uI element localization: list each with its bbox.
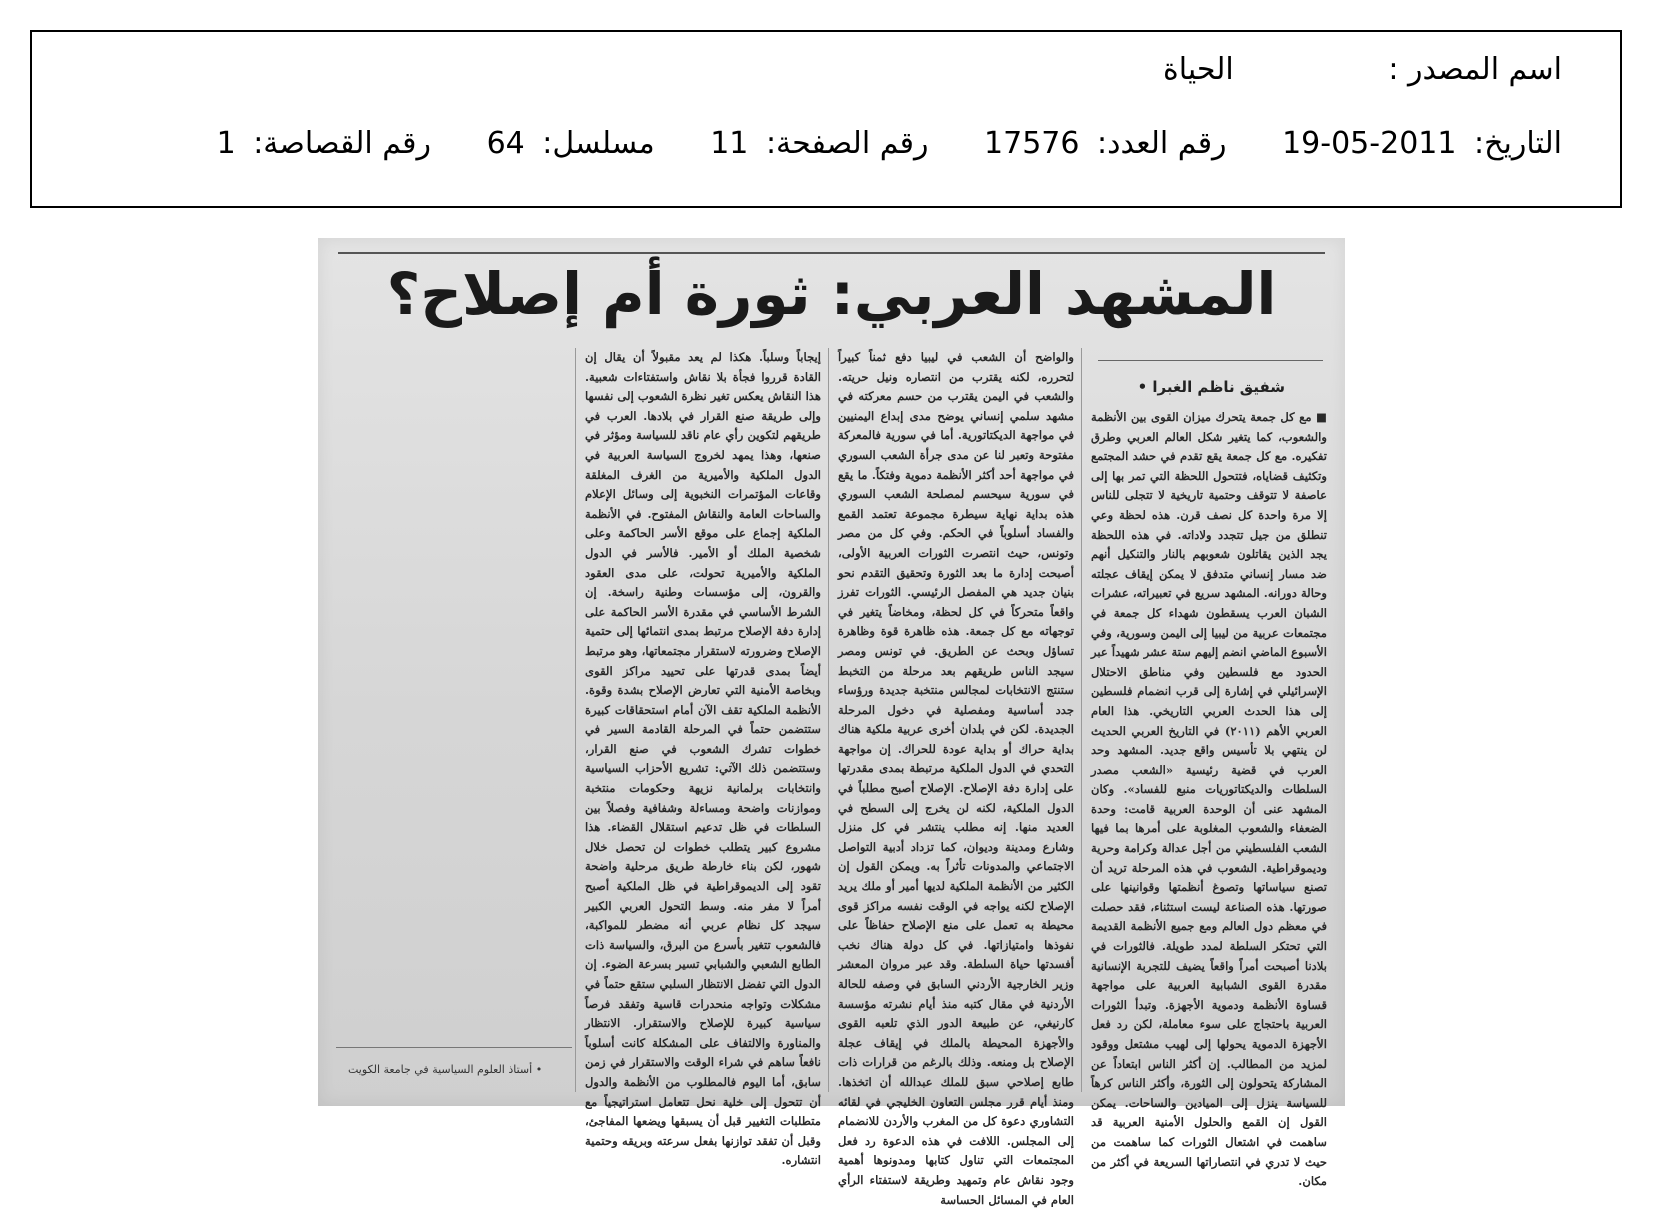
column-divider	[1081, 348, 1082, 1092]
article-column-3	[585, 348, 821, 1168]
author-footnote: • أستاذ العلوم السياسية في جامعة الكويت	[348, 1063, 543, 1076]
date-field	[1282, 126, 1562, 161]
article-column-1	[1091, 408, 1327, 1189]
serial-label: مسلسل:	[542, 126, 655, 161]
serial-field	[487, 126, 655, 161]
page-label: رقم الصفحة:	[765, 126, 929, 161]
clipping-number-value: 1	[216, 126, 236, 161]
source-label: اسم المصدر :	[1388, 52, 1562, 87]
article-byline: شفيق ناظم الغبرا •	[1137, 378, 1285, 396]
column-divider	[828, 348, 829, 1092]
top-rule	[338, 252, 1325, 254]
article-headline: المشهد العربي: ثورة أم إصلاح؟	[386, 260, 1277, 328]
details-row	[217, 126, 1562, 161]
source-value: الحياة	[1163, 52, 1234, 87]
column-text: إيجاباً وسلباً. هكذا لم يعد مقبولاً أن يقال إن القادة قرروا فجأة بلا نقاش واستفتاءات شعبية. هذا النقاش يعكس تغير نظرة الشعوب إلى نفسها وإلى طريقة صنع القرار في بلادها. العرب في طريقهم لتكوين رأي عام ناقد للسياسة ومؤثر في صنعها، وهذا يمهد لخروج السياسة العربية في الدول الملكية والأميرية من الغرف المغلقة وقاعات المؤتمرات النخبوية إلى وسائل الإعلام والساحات العامة والنقاش المفتوح. في الأنظمة الملكية إجماع على موقع الأسر الحاكمة وعلى شخصية الملك أو الأمير. فالأسر في الدول الملكية والأميرية تحولت، على مدى العقود والقرون، إلى مؤسسات وطنية راسخة. إن الشرط الأساسي في مقدرة الأسر الحاكمة على إدارة دفة الإصلاح مرتبط بمدى انتمائها إلى حتمية الإصلاح وضرورته لاستقرار مجتمعاتها، وهو مرتبط أيضاً بمدى قدرتها على تحييد مراكز القوى وبخاصة الأمنية التي تعارض الإصلاح بشدة وقوة. الأنظمة الملكية تقف الآن أمام استحقاقات كبيرة ستتضمن حتماً في المرحلة القادمة السير في خطوات تشرك الشعوب في صنع القرار، وستتضمن ذلك الآتي: تشريع الأحزاب السياسية وانتخابات برلمانية نزيهة وحكومات منتخبة وموازنات واضحة ومساءلة وشفافية وفصلاً بين السلطات في ظل تدعيم استقلال القضاء. هذا مشروع كبير يتطلب خطوات لن تحصل خلال شهور، لكن بناء خارطة طريق مرحلية واضحة تقود إلى الديموقراطية في ظل الملكية أصبح أمراً لا مفر منه. وسط التحول العربي الكبير سيجد كل نظام عربي أنه مضطر للمواكبة، فالشعوب تتغير بأسرع من البرق، والسياسة ذات الطابع الشعبي والشبابي تسير بسرعة الضوء. إن الدول التي تفضل الانتظار السلبي ستقع حتماً في مشكلات وتواجه منحدرات قاسية وتفقد فرصاً سياسية كبيرة للإصلاح والاستقرار. الانتظار والمناورة والالتفاف على المشكلة كانت أسلوباً نافعاً ساهم في شراء الوقت والاستقرار في زمن سابق، أما اليوم فالمطلوب من الأنظمة والدول أن تتحول إلى خلية نحل تتعامل استراتيجياً مع متطلبات التغيير قبل أن يسبقها ويضعها المفاجئ، وقبل أن تفقد توازنها بفعل سرعته وبريقه وحتمية انتشاره.	[585, 350, 821, 1168]
source-row	[1163, 52, 1562, 87]
column-divider	[575, 348, 576, 1092]
footnote-rule	[336, 1047, 572, 1048]
issue-field	[984, 126, 1226, 161]
page-field	[710, 126, 928, 161]
serial-value: 64	[486, 126, 525, 161]
column-text: والواضح أن الشعب في ليبيا دفع ثمناً كبيراً لتحرره، لكنه يقترب من انتصاره ونيل حريته. والشعب في اليمن يقترب من حسم معركته في مشهد سلمي إنساني يوضح مدى إبداع اليمنيين في مواجهة الديكتاتورية. أما في سورية فالمعركة مفتوحة وتعبر لنا عن مدى جرأة الشعب السوري في مواجهة أحد أكثر الأنظمة دموية وفتكاً. ما يقع في سورية سيحسم لمصلحة الشعب السوري هذه بداية نهاية سيطرة مجموعة تعتمد القمع والفساد أسلوباً في الحكم. وفي كل من مصر وتونس، حيث انتصرت الثورات العربية الأولى، أصبحت إدارة ما بعد الثورة وتحقيق التقدم نحو بنيان جديد هي المفصل الرئيسي. الثورات تفرز واقعاً متحركاً في كل لحظة، ومخاضاً يتغير في توجهاته مع كل جمعة. هذه ظاهرة قوة وظاهرة تساؤل وبحث عن الطريق. في تونس ومصر سيجد الناس طريقهم بعد مرحلة من التخبط ستنتج الانتخابات لمجالس منتخبة جديدة ورؤساء جدد أساسية ومفصلية في دخول المرحلة الجديدة. لكن في بلدان أخرى عربية ملكية هناك بداية حراك أو بداية عودة للحراك. إن مواجهة التحدي في الدول الملكية مرتبطة بمدى مقدرتها على إدارة دفة الإصلاح. الإصلاح أصبح مطلباً في الدول الملكية، لكنه لن يخرج إلى السطح في العديد منها. إنه مطلب ينتشر في كل منزل وشارع ومدينة وديوان، كما تزداد أدبية التواصل الاجتماعي والمدونات تأثراً به. ويمكن القول إن الكثير من الأنظمة الملكية لديها أمير أو ملك يريد الإصلاح لكنه يواجه في الوقت نفسه مراكز قوى محيطة به تعمل على منع الإصلاح حفاظاً على نفوذها وامتيازاتها. في كل دولة هناك نخب أفسدتها حياة السلطة. وقد عبر مروان المعشر وزير الخارجية الأردني السابق في وصفه للحالة الأردنية في مقال كتبه منذ أيام نشرته مؤسسة كارنيغي، عن طبيعة الدور الذي تلعبه القوى والأجهزة المحيطة بالملك في إيقاف عجلة الإصلاح بل ومنعه. وذلك بالرغم من قرارات ذات طابع إصلاحي سبق للملك عبدالله أن اتخذها. ومنذ أيام قرر مجلس التعاون الخليجي في لقائه التشاوري دعوة كل من المغرب والأردن للانضمام إلى المجلس. اللافت في هذه الدعوة رد فعل المجتمعات التي تناول كتابها ومدونوها أهمية وجود نقاش عام وتمهيد وطريقة لاستفتاء الرأي العام في المسائل الحساسة	[838, 350, 1074, 1207]
article-column-2	[838, 348, 1074, 1207]
issue-value: 17576	[984, 126, 1080, 161]
article-column-4	[332, 348, 568, 1092]
clipping-number-field	[217, 126, 431, 161]
clipping-metadata-box	[30, 30, 1622, 208]
newspaper-clipping-image	[318, 238, 1345, 1207]
date-value: 2011-05-19	[1282, 126, 1457, 161]
page-value: 11	[710, 126, 749, 161]
issue-label: رقم العدد:	[1097, 126, 1227, 161]
column-text: ■ مع كل جمعة يتحرك ميزان القوى بين الأنظمة والشعوب، كما يتغير شكل العالم العربي وطرق تفكيره. مع كل جمعة يقع تقدم في حشد المجتمع وتكثيف قضاياه، فتتحول اللحظة التي تمر بها إلى عاصفة لا تتوقف وحتمية تاريخية لا تتجلى للناس إلا مرة واحدة كل نصف قرن. هذه لحظة وعي تنطلق من جيل تتجدد ولاداته. في هذه اللحظة يجد الذين يقاتلون شعوبهم بالنار والتنكيل أنهم ضد مسار إنساني متدفق لا يمكن إيقاف عجلته وحالة دورانه. المشهد سريع في تعبيراته، عشرات الشبان العرب يسقطون شهداء كل جمعة في مجتمعات عربية من ليبيا إلى اليمن وسورية، وفي الأسبوع الماضي انضم إليهم ستة عشر شهيداً عبر الحدود مع فلسطين وفي مناطق الاحتلال الإسرائيلي في إشارة إلى قرب انضمام فلسطين إلى هذا الحدث العربي التاريخي. هذا العام العربي الأهم (٢٠١١) في التاريخ العربي الحديث لن ينتهي بلا تأسيس واقع جديد. المشهد وحد العرب في قضية رئيسية «الشعب مصدر السلطات والديكتاتوريات منبع للفساد». وكان المشهد عنى أن الوحدة العربية قامت: وحدة الضعفاء والشعوب المغلوبة على أمرها بما فيها الشعب الفلسطيني من أجل عدالة وكرامة وحرية وديموقراطية. الشعوب في هذه المرحلة تريد أن تصنع سياساتها وتصوغ أنظمتها وقوانينها على صورتها. هذه الصناعة ليست استثناء، فقد حصلت في معظم دول العالم ومع جميع الأنظمة القديمة التي تحتكر السلطة لمدد طويلة. فالثورات في بلادنا أصبحت أمراً واقعاً يضيف للتجربة الإنسانية مقدرة القوى الشبابية العربية على مواجهة قساوة الأنظمة ودموية الأجهزة. وتبدأ الثورات العربية باحتجاج على سوء معاملة، لكن رد فعل الأجهزة الدموية يحولها إلى لهيب مشتعل ووقود لمزيد من المطالب. إن أكثر الناس ابتعاداً عن المشاركة يتحولون إلى الثورة، وأكثر الناس كرهاً للسياسة ينزل إلى الميادين والساحات. يمكن القول إن القمع والحلول الأمنية العربية قد ساهمت في اشتعال الثورات كما ساهمت من حيث لا تدري في انتصاراتها السريعة في أكثر من مكان.	[1091, 410, 1327, 1189]
date-label: التاريخ:	[1474, 126, 1562, 161]
clipping-number-label: رقم القصاصة:	[253, 126, 432, 161]
article-columns	[334, 348, 1327, 1207]
